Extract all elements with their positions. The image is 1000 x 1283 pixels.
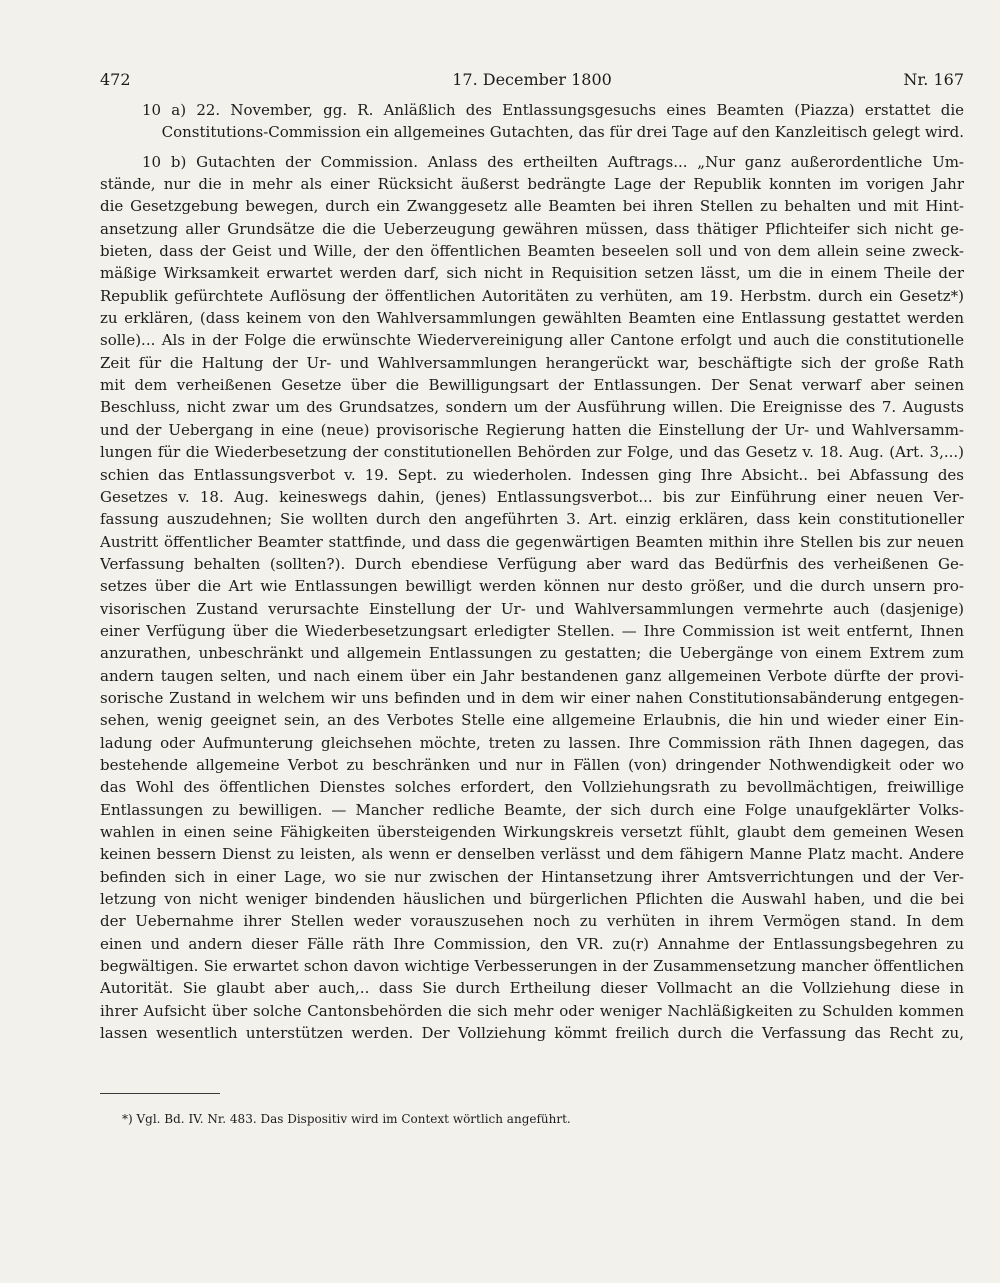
text-line: bieten, dass der Geist und Wille, der den öffentlichen Beamten beseelen soll und von dem allein seine zweck- bbox=[100, 242, 964, 261]
footnote-divider bbox=[100, 1093, 220, 1094]
text-line: 10 b) Gutachten der Commission. Anlass des ertheilten Auftrags... „Nur ganz außerordentliche Um- bbox=[142, 152, 964, 171]
text-line: mäßige Wirksamkeit erwartet werden darf, sich nicht in Requisition setzen lässt, um die in einem Theile der bbox=[100, 264, 964, 283]
text-line: Verfassung behalten (sollten?). Durch ebendiese Verfügung aber ward das Bedürfnis des verheißenen Ge- bbox=[100, 554, 964, 573]
text-line: bestehende allgemeine Verbot zu beschränken und nur in Fällen (von) dringender Nothwendigkeit oder wo bbox=[100, 755, 964, 774]
text-line: ladung oder Aufmunterung gleichsehen möchte, treten zu lassen. Ihre Commission räth Ihnen dagegen, das bbox=[100, 733, 964, 752]
text-line: einen und andern dieser Fälle räth Ihre Commission, den VR. zu(r) Annahme der Entlassungsbegehren zu bbox=[100, 934, 964, 953]
text-line: setzes über die Art wie Entlassungen bewilligt werden können nur desto größer, und die durch unsern pro- bbox=[100, 577, 964, 596]
text-line: fassung auszudehnen; Sie wollten durch den angeführten 3. Art. einzig erklären, dass kein constitutioneller bbox=[100, 510, 964, 529]
body-text bbox=[100, 99, 964, 1067]
text-line: mit dem verheißenen Gesetze über die Bewilligungsart der Entlassungen. Der Senat verwarf aber seinen bbox=[100, 376, 964, 395]
text-line bbox=[100, 1044, 964, 1066]
text-line: das Wohl des öffentlichen Dienstes solches erfordert, den Vollziehungsrath zu bevollmächtigen, freiwillige bbox=[100, 778, 964, 797]
text-line: wahlen in einen seine Fähigkeiten übersteigenden Wirkungskreis versetzt fühlt, glaubt dem gemeinen Wesen bbox=[100, 823, 964, 841]
text-line: visorischen Zustand verursachte Einstellung der Ur- und Wahlversammlungen vermehrte auch (dasjenige) bbox=[100, 599, 964, 618]
text-line: Austritt öffentlicher Beamter stattfinde, und dass die gegenwärtigen Beamten mithin ihre Stellen bis zur neuen bbox=[100, 532, 964, 551]
text-line: schien das Entlassungsverbot v. 19. Sept. zu wiederholen. Indessen ging Ihre Absicht.. bei Abfassung des bbox=[100, 465, 964, 484]
text-line: lassen wesentlich unterstützen werden. Der Vollziehung kömmt freilich durch die Verfassung das Recht zu, bbox=[100, 1024, 964, 1043]
text-line: lungen für die Wiederbesetzung der constitutionellen Behörden zur Folge, und das Gesetz v. 18. Aug. (Art. 3,...) bbox=[100, 443, 964, 462]
text-line: der Uebernahme ihrer Stellen weder vorauszusehen noch zu verhüten in ihrem Vermögen stand. In dem bbox=[100, 912, 964, 931]
document-number: Nr. 167 bbox=[903, 70, 964, 89]
text-line: einer Verfügung über die Wiederbesetzungsart erledigter Stellen. — Ihre Commission ist weit entfernt, Ihnen bbox=[100, 621, 964, 640]
text-line: andern taugen selten, und nach einem über ein Jahr bestandenen ganz allgemeinen Verbote dürfte der provi- bbox=[100, 666, 964, 685]
page-number: 472 bbox=[100, 70, 131, 89]
text-line: Gesetzes v. 18. Aug. keineswegs dahin, (jenes) Entlassungsverbot... bis zur Einführung einer neuen Ver- bbox=[100, 487, 964, 506]
text-line: Zeit für die Haltung der Ur- und Wahlversammlungen herangerückt war, beschäftigte sich der große Rath bbox=[100, 353, 964, 372]
page-header bbox=[100, 70, 964, 96]
text-line: zu erklären, (dass keinem von den Wahlversammlungen gewählten Beamten eine Entlassung gestattet werden bbox=[100, 309, 964, 328]
text-line: ansetzung aller Grundsätze die die Ueberzeugung gewähren müssen, dass thätiger Pflichteifer sich nicht ge- bbox=[100, 219, 964, 238]
text-line: Constitutions-Commission ein allgemeines Gutachten, das für drei Tage auf den Kanzleitisch gelegt wird. bbox=[161, 123, 964, 142]
text-line: Beschluss, nicht zwar um des Grundsatzes, sondern um der Ausführung willen. Die Ereignisse des 7. Augusts bbox=[100, 398, 964, 417]
text-line: anzurathen, unbeschränkt und allgemein Entlassungen zu gestatten; die Uebergänge von einem Extrem zum bbox=[100, 644, 964, 663]
text-line: Republik gefürchtete Auflösung der öffentlichen Autoritäten zu verhüten, am 19. Herbstm. durch ein Gesetz*) bbox=[100, 286, 964, 305]
text-line: 10 a) 22. November, gg. R. Anläßlich des Entlassungsgesuchs eines Beamten (Piazza) erstattet die bbox=[142, 101, 964, 119]
text-line: stände, nur die in mehr als einer Rücksicht äußerst bedrängte Lage der Republik konnten im vorigen Jahr bbox=[100, 175, 964, 194]
text-line: sehen, wenig geeignet sein, an des Verbotes Stelle eine allgemeine Erlaubnis, die hin und wieder einer Ein- bbox=[100, 711, 964, 730]
footnote: *) Vgl. Bd. IV. Nr. 483. Das Dispositiv wird im Context wörtlich angeführt. bbox=[122, 1112, 571, 1126]
text-line: sorische Zustand in welchem wir uns befinden und in dem wir einer nahen Constitutionsabänderung entgegen- bbox=[100, 688, 964, 707]
header-date: 17. December 1800 bbox=[452, 70, 612, 89]
text-line: Entlassungen zu bewilligen. — Mancher redliche Beamte, der sich durch eine Folge unaufgeklärter Volks- bbox=[100, 800, 964, 819]
text-line: letzung von nicht weniger bindenden häuslichen und bürgerlichen Pflichten die Auswahl haben, und die bei bbox=[100, 890, 964, 909]
text-line: begwältigen. Sie erwartet schon davon wichtige Verbesserungen in der Zusammensetzung mancher öffentlichen bbox=[100, 957, 964, 976]
text-line: ihrer Aufsicht über solche Cantonsbehörden die sich mehr oder weniger Nachläßigkeiten zu Schulden kommen bbox=[100, 1001, 964, 1020]
text-line: Autorität. Sie glaubt aber auch,.. dass Sie durch Ertheilung dieser Vollmacht an die Vollziehung diese in bbox=[100, 979, 964, 998]
text-line: befinden sich in einer Lage, wo sie nur zwischen der Hintansetzung ihrer Amtsverrichtungen und der Ver- bbox=[100, 867, 964, 886]
text-line: die Gesetzgebung bewegen, durch ein Zwanggesetz alle Beamten bei ihren Stellen zu behalten und mit Hint- bbox=[100, 197, 964, 216]
text-line: solle)... Als in der Folge die erwünschte Wiedervereinigung aller Cantone erfolgt und auch die constitutionelle bbox=[100, 331, 964, 350]
text-line: keinen bessern Dienst zu leisten, als wenn er denselben verlässt und dem fähigern Manne Platz macht. Andere bbox=[100, 845, 964, 864]
text-line: und der Uebergang in eine (neue) provisorische Regierung hatten die Einstellung der Ur- und Wahlversamm- bbox=[100, 420, 964, 439]
